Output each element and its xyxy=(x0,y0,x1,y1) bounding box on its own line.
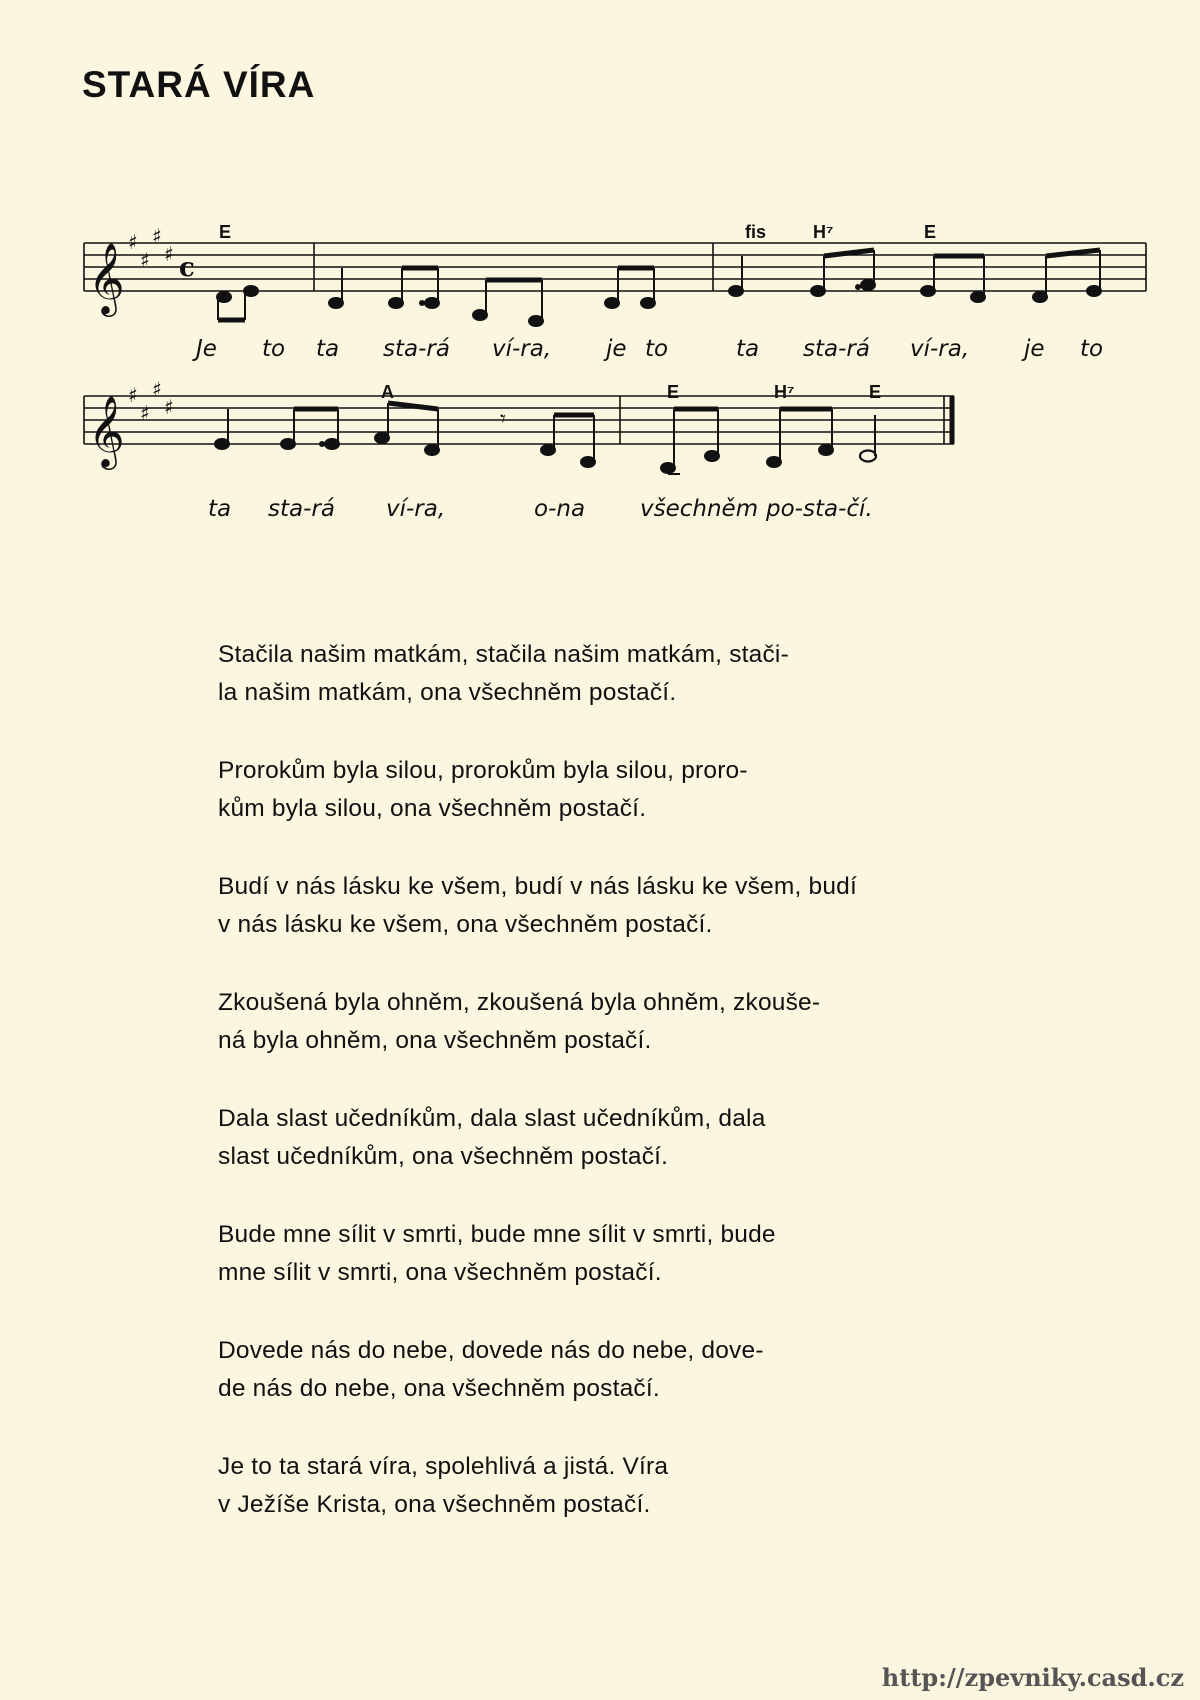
verse-line: de nás do nebe, ona všechněm postačí. xyxy=(218,1375,660,1402)
staff-system-1 xyxy=(84,243,1146,291)
lyric-syllable: ta xyxy=(208,496,232,522)
lyric-syllable: to xyxy=(262,336,286,362)
lyric-syllable: je xyxy=(606,336,627,362)
verse-line: la našim matkám, ona všechněm postačí. xyxy=(218,679,677,706)
lyric-syllable: sta-rá xyxy=(383,336,450,362)
staff-system-2 xyxy=(84,396,954,444)
verse-line: kům byla silou, ona všechněm postačí. xyxy=(218,795,647,822)
verse-line: v nás lásku ke všem, ona všechněm postačí. xyxy=(218,911,713,938)
verse-line: Zkoušená byla ohněm, zkoušená byla ohněm, zkouše- xyxy=(218,989,821,1016)
treble-clef-icon: 𝄞 xyxy=(88,241,125,314)
verse-line: Dala slast učedníkům, dala slast učedníkům, dala xyxy=(218,1105,766,1132)
verse-1 xyxy=(218,636,1098,712)
lyric-syllable: sta-rá xyxy=(803,336,870,362)
lyric-syllable: ta xyxy=(316,336,340,362)
svg-text:♯: ♯ xyxy=(152,224,162,248)
verse-line: Stačila našim matkám, stačila našim matkám, stači- xyxy=(218,641,789,668)
verse-line: mne sílit v smrti, ona všechněm postačí. xyxy=(218,1259,662,1286)
lyric-syllable: ta xyxy=(736,336,760,362)
lyric-syllable: Je xyxy=(196,336,217,362)
chord-symbols-system-2 xyxy=(381,382,881,402)
chord-symbols-system-1 xyxy=(219,222,936,242)
svg-text:♯: ♯ xyxy=(140,401,150,425)
verse-line: ná byla ohněm, ona všechněm postačí. xyxy=(218,1027,652,1054)
lyric-syllable: ví-ra, xyxy=(492,336,552,362)
chord-symbol: E xyxy=(667,382,680,402)
lyric-syllable: je xyxy=(1024,336,1045,362)
notes-system-1 xyxy=(217,250,1101,326)
song-title: STARÁ VÍRA xyxy=(82,64,316,105)
verse-6 xyxy=(218,1216,1098,1292)
chord-symbol: H⁷ xyxy=(813,222,834,242)
verse-5 xyxy=(218,1100,1098,1176)
lyric-syllable: všechněm xyxy=(640,496,759,522)
lyric-syllable: o-na xyxy=(534,496,586,522)
verses xyxy=(218,636,1098,1564)
lyric-syllable: to xyxy=(645,336,669,362)
chord-symbol: E xyxy=(219,222,232,242)
verse-2 xyxy=(218,752,1098,828)
verse-8 xyxy=(218,1448,1098,1524)
chord-symbol: fis xyxy=(745,222,767,242)
svg-text:♯: ♯ xyxy=(164,242,174,266)
lyrics-system-2 xyxy=(208,496,873,522)
verse-line: Dovede nás do nebe, dovede nás do nebe, dove- xyxy=(218,1337,764,1364)
lyric-syllable: sta-rá xyxy=(268,496,335,522)
treble-clef-icon: 𝄞 xyxy=(88,394,125,467)
notes-system-2 xyxy=(215,403,876,474)
verse-line: slast učedníkům, ona všechněm postačí. xyxy=(218,1143,669,1170)
svg-text:♯: ♯ xyxy=(140,248,150,272)
verse-3 xyxy=(218,868,1098,944)
verse-line: Prorokům byla silou, prorokům byla silou, proro- xyxy=(218,757,748,784)
verse-line: Je to ta stará víra, spolehlivá a jistá. Víra xyxy=(218,1453,669,1480)
svg-text:♯: ♯ xyxy=(128,230,138,254)
lyrics-system-1 xyxy=(192,336,1103,362)
verse-line: Budí v nás lásku ke všem, budí v nás lásku ke všem, budí xyxy=(218,873,857,900)
svg-text:♯: ♯ xyxy=(152,377,162,401)
verse-4 xyxy=(218,984,1098,1060)
chord-symbol: E xyxy=(869,382,882,402)
chord-symbol: H⁷ xyxy=(774,382,795,402)
lyric-syllable: to xyxy=(1080,336,1104,362)
chord-symbol: A xyxy=(381,382,394,402)
verse-line: Bude mne sílit v smrti, bude mne sílit v smrti, bude xyxy=(218,1221,776,1248)
key-signature-system-1 xyxy=(128,224,174,272)
source-url: http://zpevniky.casd.cz xyxy=(881,1663,1184,1692)
svg-text:♯: ♯ xyxy=(164,395,174,419)
time-signature-common: c xyxy=(179,253,195,283)
svg-text:♯: ♯ xyxy=(128,383,138,407)
svg-text:𝄾: 𝄾 xyxy=(500,407,506,432)
lyric-syllable: ví-ra, xyxy=(386,496,446,522)
lyric-syllable: po-sta-čí. xyxy=(766,496,873,522)
music-score xyxy=(0,0,1200,540)
key-signature-system-2 xyxy=(128,377,174,425)
lyric-syllable: ví-ra, xyxy=(910,336,970,362)
verse-line: v Ježíše Krista, ona všechněm postačí. xyxy=(218,1491,651,1518)
verse-7 xyxy=(218,1332,1098,1408)
chord-symbol: E xyxy=(924,222,937,242)
